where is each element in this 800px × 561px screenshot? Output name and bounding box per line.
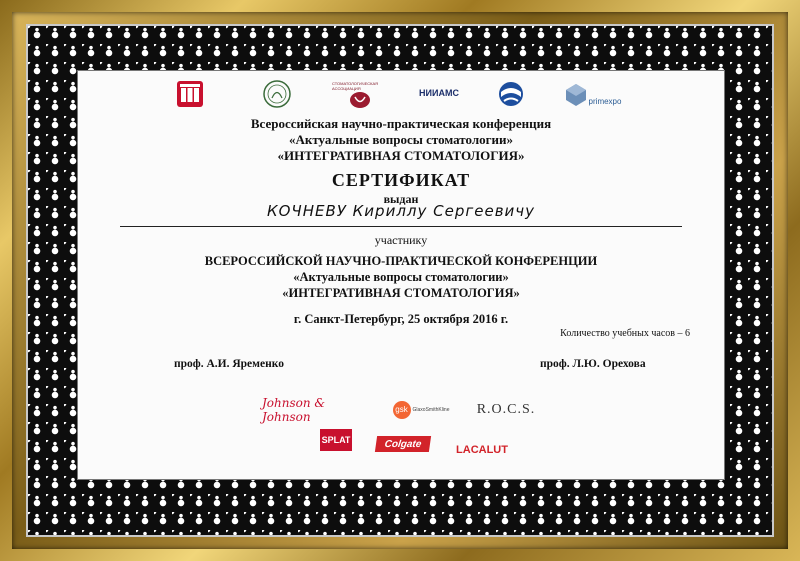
place-date: г. Санкт-Петербург, 25 октября 2016 г. bbox=[293, 312, 509, 326]
organizer-logos bbox=[78, 77, 724, 113]
conference-line-2: «Актуальные вопросы стоматологии» bbox=[293, 270, 509, 284]
niiams-logo bbox=[416, 83, 462, 103]
recipient-name: КОЧНЕВУ Кириллу Сергеевичу bbox=[266, 202, 536, 220]
gsk-logo bbox=[390, 399, 452, 421]
niiams-text: НИИАМС bbox=[419, 88, 459, 98]
splat-logo bbox=[320, 429, 352, 451]
conference-line-1: ВСЕРОССИЙСКОЙ НАУЧНО-ПРАКТИЧЕСКОЙ КОНФЕРЕНЦИИ bbox=[204, 254, 598, 268]
blue-globe-logo bbox=[496, 79, 526, 109]
university-emblem-icon bbox=[262, 79, 292, 109]
role-label: участнику bbox=[374, 233, 428, 247]
certificate-paper bbox=[77, 70, 725, 480]
spb-association-text: СТОМАТОЛОГИЧЕСКАЯ АССОЦИАЦИЯ bbox=[332, 81, 379, 91]
rocs-text: R.O.C.S. bbox=[476, 402, 536, 417]
rocs-logo bbox=[470, 399, 542, 421]
certificate-title: СЕРТИФИКАТ bbox=[331, 170, 471, 190]
lacalut-text: LACALUT bbox=[456, 444, 508, 456]
header-line-1: Всероссийская научно-практическая конференция bbox=[250, 116, 552, 131]
gsk-badge bbox=[393, 401, 411, 419]
gsk-text: gsk bbox=[395, 405, 408, 414]
recipient-underline bbox=[120, 226, 682, 227]
issued-label: выдан bbox=[383, 192, 419, 206]
jj-logo bbox=[262, 396, 368, 424]
primexpo-text: primexpo bbox=[588, 96, 622, 106]
header-line-2: «Актуальные вопросы стоматологии» bbox=[288, 132, 514, 147]
lacalut-logo bbox=[450, 442, 514, 458]
study-hours: Количество учебных часов – 6 bbox=[560, 328, 690, 339]
primexpo-logo bbox=[558, 80, 628, 110]
colgate-logo bbox=[375, 436, 431, 452]
signature-left: проф. А.И. Яременко bbox=[174, 358, 284, 370]
header-line-3: «ИНТЕГРАТИВНАЯ СТОМАТОЛОГИЯ» bbox=[277, 148, 525, 163]
jj-text: Johnson & Johnson bbox=[262, 396, 326, 424]
signature-right: проф. Л.Ю. Орехова bbox=[540, 358, 646, 370]
gsk-subtext: GlaxoSmithKline bbox=[412, 407, 450, 413]
conference-line-3: «ИНТЕГРАТИВНАЯ СТОМАТОЛОГИЯ» bbox=[282, 286, 520, 300]
colgate-text: Colgate bbox=[383, 438, 423, 450]
dental-logo-red bbox=[176, 80, 204, 108]
spb-association-logo bbox=[332, 77, 388, 113]
splat-text: SPLAT bbox=[321, 435, 351, 445]
